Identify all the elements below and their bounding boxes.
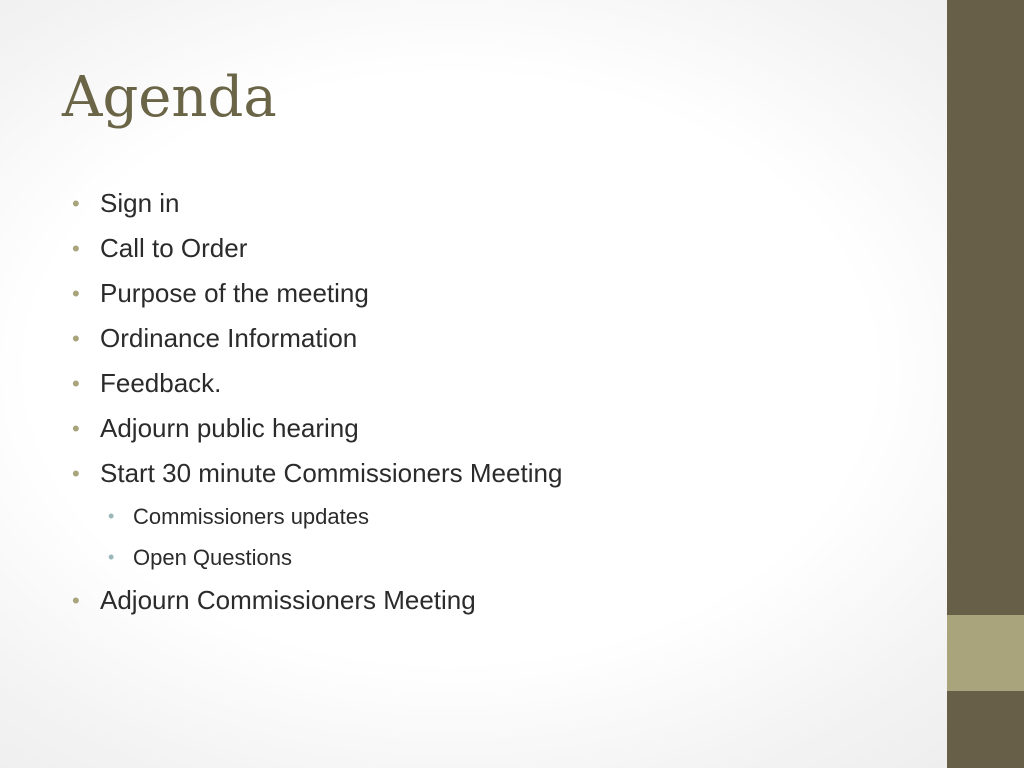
agenda-item-purpose — [72, 271, 562, 316]
agenda-item-label: Purpose of the meeting — [100, 278, 369, 308]
agenda-subitem-label: Open Questions — [133, 545, 292, 570]
bullet-marker: • — [72, 281, 80, 306]
bullet-marker: • — [72, 416, 80, 441]
agenda-item-label: Adjourn Commissioners Meeting — [100, 585, 476, 615]
agenda-item-label: Feedback. — [100, 368, 222, 398]
bullet-marker: • — [72, 461, 80, 486]
sub-bullet-marker: • — [108, 547, 115, 567]
agenda-item-commissioners-meeting — [72, 451, 562, 496]
slide-title: Agenda — [62, 65, 277, 130]
agenda-item-label: Ordinance Information — [100, 323, 358, 353]
agenda-item-label: Sign in — [100, 188, 180, 218]
agenda-subitem-open-questions — [72, 537, 562, 578]
bullet-marker: • — [72, 191, 80, 216]
agenda-item-feedback — [72, 361, 562, 406]
sub-bullet-marker: • — [108, 506, 115, 526]
agenda-item-call-to-order — [72, 226, 562, 271]
agenda-item-ordinance-information — [72, 316, 562, 361]
agenda-item-label: Call to Order — [100, 233, 248, 263]
agenda-item-adjourn-commissioners-meeting — [72, 578, 562, 623]
bullet-marker: • — [72, 588, 80, 613]
agenda-subitem-commissioners-updates — [72, 496, 562, 537]
agenda-subitem-label: Commissioners updates — [133, 504, 369, 529]
agenda-item-sign-in — [72, 181, 562, 226]
bullet-marker: • — [72, 371, 80, 396]
agenda-list — [72, 181, 562, 623]
sidebar-accent-block — [947, 615, 1024, 691]
agenda-item-adjourn-public-hearing — [72, 406, 562, 451]
agenda-item-label: Adjourn public hearing — [100, 413, 359, 443]
agenda-item-label: Start 30 minute Commissioners Meeting — [100, 458, 563, 488]
bullet-marker: • — [72, 326, 80, 351]
bullet-marker: • — [72, 236, 80, 261]
